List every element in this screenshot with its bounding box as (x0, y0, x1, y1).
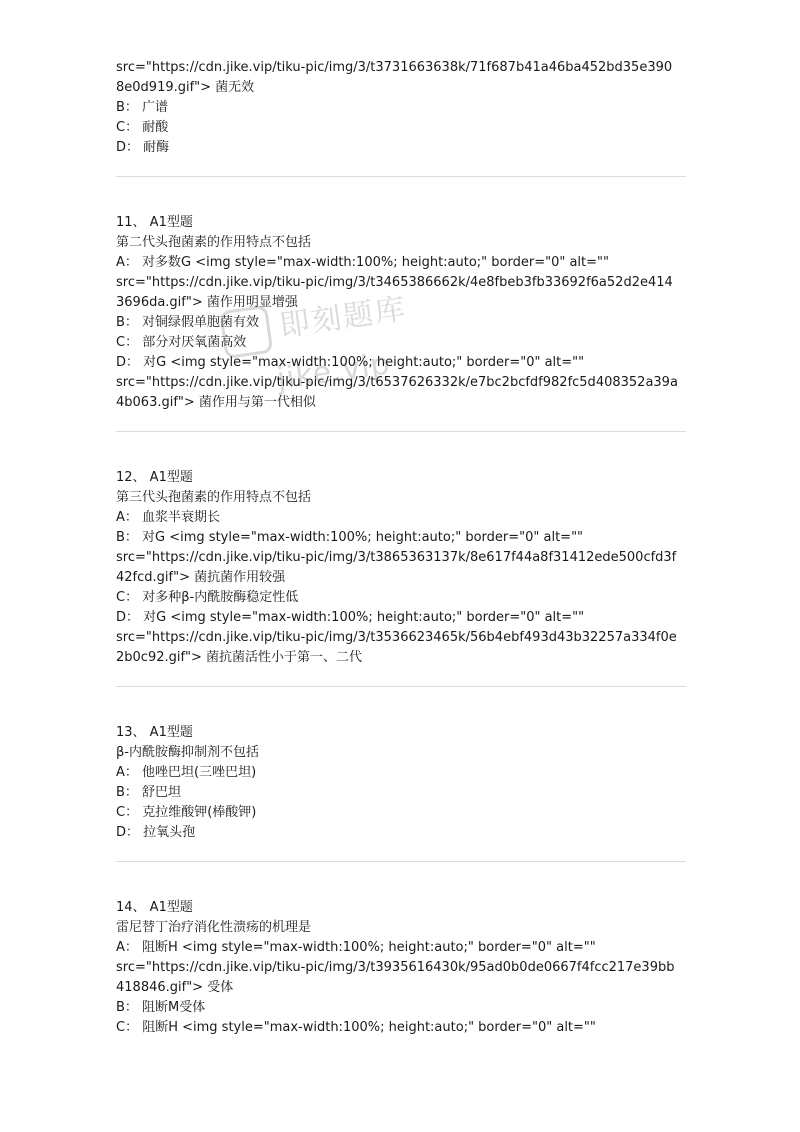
text-line: 42fcd.gif"> 菌抗菌作用较强 (116, 570, 286, 585)
question-header: 12、 A1型题 (116, 470, 193, 485)
text-line: A： 他唑巴坦(三唑巴坦) (116, 765, 257, 780)
text-line: 2b0c92.gif"> 菌抗菌活性小于第一、二代 (116, 650, 363, 665)
watermark-text: 即刻题库 (277, 291, 410, 345)
text-line: A： 对多数G <img style="max-width:100%; height:auto;" border="0" alt="" (116, 255, 609, 270)
text-line: 418846.gif"> 受体 (116, 980, 234, 995)
question-12 (116, 468, 686, 668)
text-line: src="https://cdn.jike.vip/tiku-pic/img/3/t3935616430k/95ad0b0de0667f4fcc217e39bb (116, 960, 675, 975)
question-header: 14、 A1型题 (116, 900, 193, 915)
text-line: src="https://cdn.jike.vip/tiku-pic/img/3/t3465386662k/4e8fbeb3fb33692f6a52d2e414 (116, 275, 673, 290)
text-line: D： 对G <img style="max-width:100%; height:auto;" border="0" alt="" (116, 355, 585, 370)
text-line: D： 拉氧头孢 (116, 825, 196, 840)
text-line: C： 对多种β-内酰胺酶稳定性低 (116, 590, 299, 605)
question-header: 13、 A1型题 (116, 725, 193, 740)
text-line: A： 阻断H <img style="max-width:100%; height:auto;" border="0" alt="" (116, 940, 596, 955)
text-line: C： 部分对厌氧菌高效 (116, 335, 247, 350)
top-block (116, 58, 686, 158)
text-line: 8e0d919.gif"> 菌无效 (116, 80, 255, 95)
text-line: src="https://cdn.jike.vip/tiku-pic/img/3/t3536623465k/56b4ebf493d43b32257a334f0e (116, 630, 677, 645)
question-header: 11、 A1型题 (116, 215, 193, 230)
option-c: C： 耐酸 (116, 120, 169, 135)
question-11 (116, 213, 686, 413)
text-line: 4b063.gif"> 菌作用与第一代相似 (116, 395, 316, 410)
text-line: src="https://cdn.jike.vip/tiku-pic/img/3/t3865363137k/8e617f44a8f31412ede500cfd3f (116, 550, 677, 565)
text-line: src="https://cdn.jike.vip/tiku-pic/img/3/t3731663638k/71f687b41a46ba452bd35e390 (116, 60, 673, 75)
question-title: 雷尼替丁治疗消化性溃疡的机理是 (116, 920, 312, 935)
text-line: B： 舒巴坦 (116, 785, 182, 800)
watermark-url: jike.vip (274, 346, 393, 397)
question-13 (116, 723, 686, 843)
text-line: src="https://cdn.jike.vip/tiku-pic/img/3/t6537626332k/e7bc2bcfdf982fc5d408352a39a (116, 375, 678, 390)
question-title: 第二代头孢菌素的作用特点不包括 (116, 235, 312, 250)
option-b: B： 广谱 (116, 100, 169, 115)
text-line: A： 血浆半衰期长 (116, 510, 221, 525)
option-d: D： 耐酶 (116, 140, 170, 155)
divider (116, 686, 686, 687)
text-line: 3696da.gif"> 菌作用明显增强 (116, 295, 298, 310)
document-page (116, 58, 686, 1038)
text-line: C： 阻断H <img style="max-width:100%; height:auto;" border="0" alt="" (116, 1020, 596, 1035)
text-line: C： 克拉维酸钾(棒酸钾) (116, 805, 257, 820)
text-line: B： 阻断M受体 (116, 1000, 206, 1015)
text-line: B： 对G <img style="max-width:100%; height:auto;" border="0" alt="" (116, 530, 584, 545)
text-line: D： 对G <img style="max-width:100%; height:auto;" border="0" alt="" (116, 610, 585, 625)
divider (116, 861, 686, 862)
divider (116, 176, 686, 177)
question-title: 第三代头孢菌素的作用特点不包括 (116, 490, 312, 505)
question-title: β-内酰胺酶抑制剂不包括 (116, 745, 259, 760)
text-line: B： 对铜绿假单胞菌有效 (116, 315, 260, 330)
divider (116, 431, 686, 432)
question-14 (116, 898, 686, 1038)
